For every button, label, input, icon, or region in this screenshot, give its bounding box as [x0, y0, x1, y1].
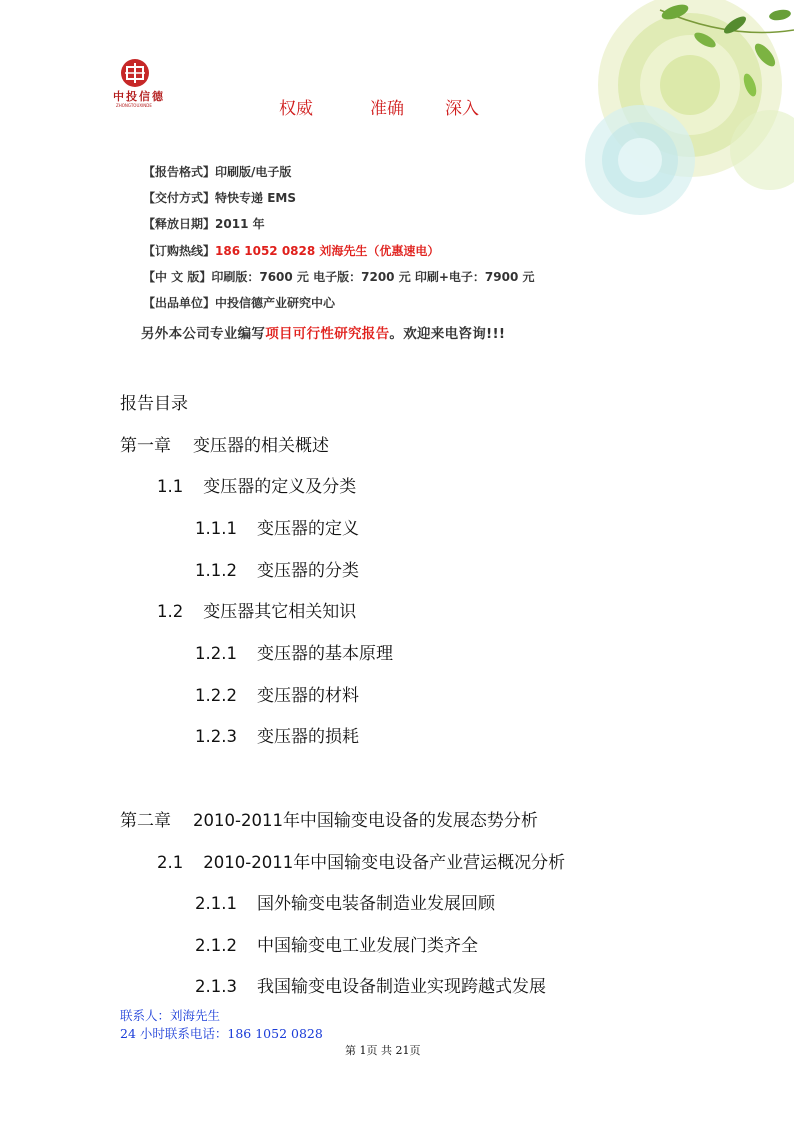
- toc-section-2-1[interactable]: [157, 848, 565, 873]
- info-release-label: 【释放日期】: [143, 217, 216, 231]
- toc-num: 2.1.1: [195, 894, 237, 913]
- info-delivery-value: 特快专递 EMS: [215, 191, 296, 205]
- toc-label: 变压器的分类: [256, 561, 359, 581]
- toc-label: 我国输变电设备制造业实现跨越式发展: [256, 977, 546, 997]
- slogan-depth: 深入: [445, 99, 479, 119]
- info-format-value: 印刷版/电子版: [215, 165, 292, 179]
- toc-section-1-1[interactable]: [157, 472, 356, 497]
- info-release: [143, 215, 265, 232]
- toc-section-2-1-3[interactable]: [195, 972, 546, 997]
- toc-num: 2.1: [157, 853, 184, 872]
- toc-num: 1.2.1: [195, 644, 237, 663]
- toc-section-1-2-3[interactable]: [195, 722, 359, 747]
- toc-num: 1.1.2: [195, 561, 237, 580]
- toc-num: 1.1.1: [195, 519, 237, 538]
- promo-before: 另外本公司专业编写: [141, 326, 266, 342]
- toc-label: 变压器其它相关知识: [203, 602, 357, 622]
- logo-name: 中投信德: [113, 90, 165, 103]
- toc-num: 1.2.2: [195, 686, 237, 705]
- footer-phone: 24 小时联系电话：186 1052 0828: [120, 1026, 323, 1041]
- info-publisher: [143, 294, 335, 311]
- info-hotline-label: 【订购热线】: [143, 244, 216, 258]
- toc-label-year: 2010-2011: [193, 811, 283, 830]
- info-format-label: 【报告格式】: [143, 165, 216, 179]
- toc-num: 2.1.3: [195, 977, 237, 996]
- toc-num: 第一章: [120, 436, 171, 456]
- toc-label: 变压器的相关概述: [193, 436, 329, 456]
- toc-label: 中国输变电工业发展门类齐全: [256, 936, 478, 956]
- footer-contact: 联系人：刘海先生: [120, 1008, 221, 1023]
- logo-subtitle: ZHONGTOUXINDE: [116, 103, 152, 108]
- info-publisher-label: 【出品单位】: [143, 296, 216, 310]
- slogan-authority: 权威: [279, 99, 313, 119]
- toc-num: 第二章: [120, 811, 171, 831]
- toc-section-1-2-1[interactable]: [195, 639, 393, 664]
- info-publisher-value: 中投信德产业研究中心: [215, 296, 336, 310]
- toc-label: 年中国输变电设备产业营运概况分析: [293, 853, 566, 873]
- promo-after: 。欢迎来电咨询!!!: [389, 326, 506, 342]
- info-hotline: [143, 242, 439, 259]
- toc-section-1-2[interactable]: [157, 597, 356, 622]
- toc-label: 变压器的材料: [256, 686, 359, 706]
- toc-label: 变压器的基本原理: [256, 644, 393, 664]
- toc-num: 1.1: [157, 477, 184, 496]
- promo-line: [141, 322, 505, 342]
- toc-label-year: 2010-2011: [203, 853, 294, 872]
- toc-section-1-1-2[interactable]: [195, 556, 359, 581]
- toc-section-1-2-2[interactable]: [195, 681, 359, 706]
- toc-label: 国外输变电装备制造业发展回顾: [256, 894, 495, 914]
- toc-num: 2.1.2: [195, 936, 237, 955]
- info-price: [143, 268, 535, 285]
- toc-label: 变压器的定义及分类: [203, 477, 357, 497]
- toc-num: 1.2: [157, 602, 184, 621]
- toc-section-2-1-1[interactable]: [195, 889, 495, 914]
- toc-chapter-2[interactable]: [120, 806, 538, 831]
- info-format: [143, 163, 291, 180]
- toc-title: 报告目录: [120, 394, 188, 414]
- promo-highlight: 项目可行性研究报告: [265, 326, 390, 342]
- toc-label: 变压器的损耗: [256, 727, 359, 747]
- decorative-circles: [540, 0, 794, 230]
- toc-section-1-1-1[interactable]: [195, 514, 359, 539]
- info-price-value: 印刷版：7600 元 电子版：7200 元 印刷+电子：7900 元: [211, 270, 535, 284]
- page-number: 第 1页 共 21页: [345, 1044, 421, 1057]
- info-delivery: [143, 189, 296, 206]
- info-delivery-label: 【交付方式】: [143, 191, 216, 205]
- info-price-label: 【中 文 版】: [143, 270, 212, 284]
- info-release-value: 2011 年: [215, 217, 265, 231]
- toc-chapter-1[interactable]: [120, 431, 329, 456]
- slogan-accuracy: 准确: [370, 99, 404, 119]
- toc-section-2-1-2[interactable]: [195, 931, 478, 956]
- info-hotline-value: 186 1052 0828 刘海先生（优惠速电）: [215, 244, 440, 258]
- toc-label: 年中国输变电设备的发展态势分析: [282, 811, 538, 831]
- toc-num: 1.2.3: [195, 727, 237, 746]
- toc-label: 变压器的定义: [256, 519, 359, 539]
